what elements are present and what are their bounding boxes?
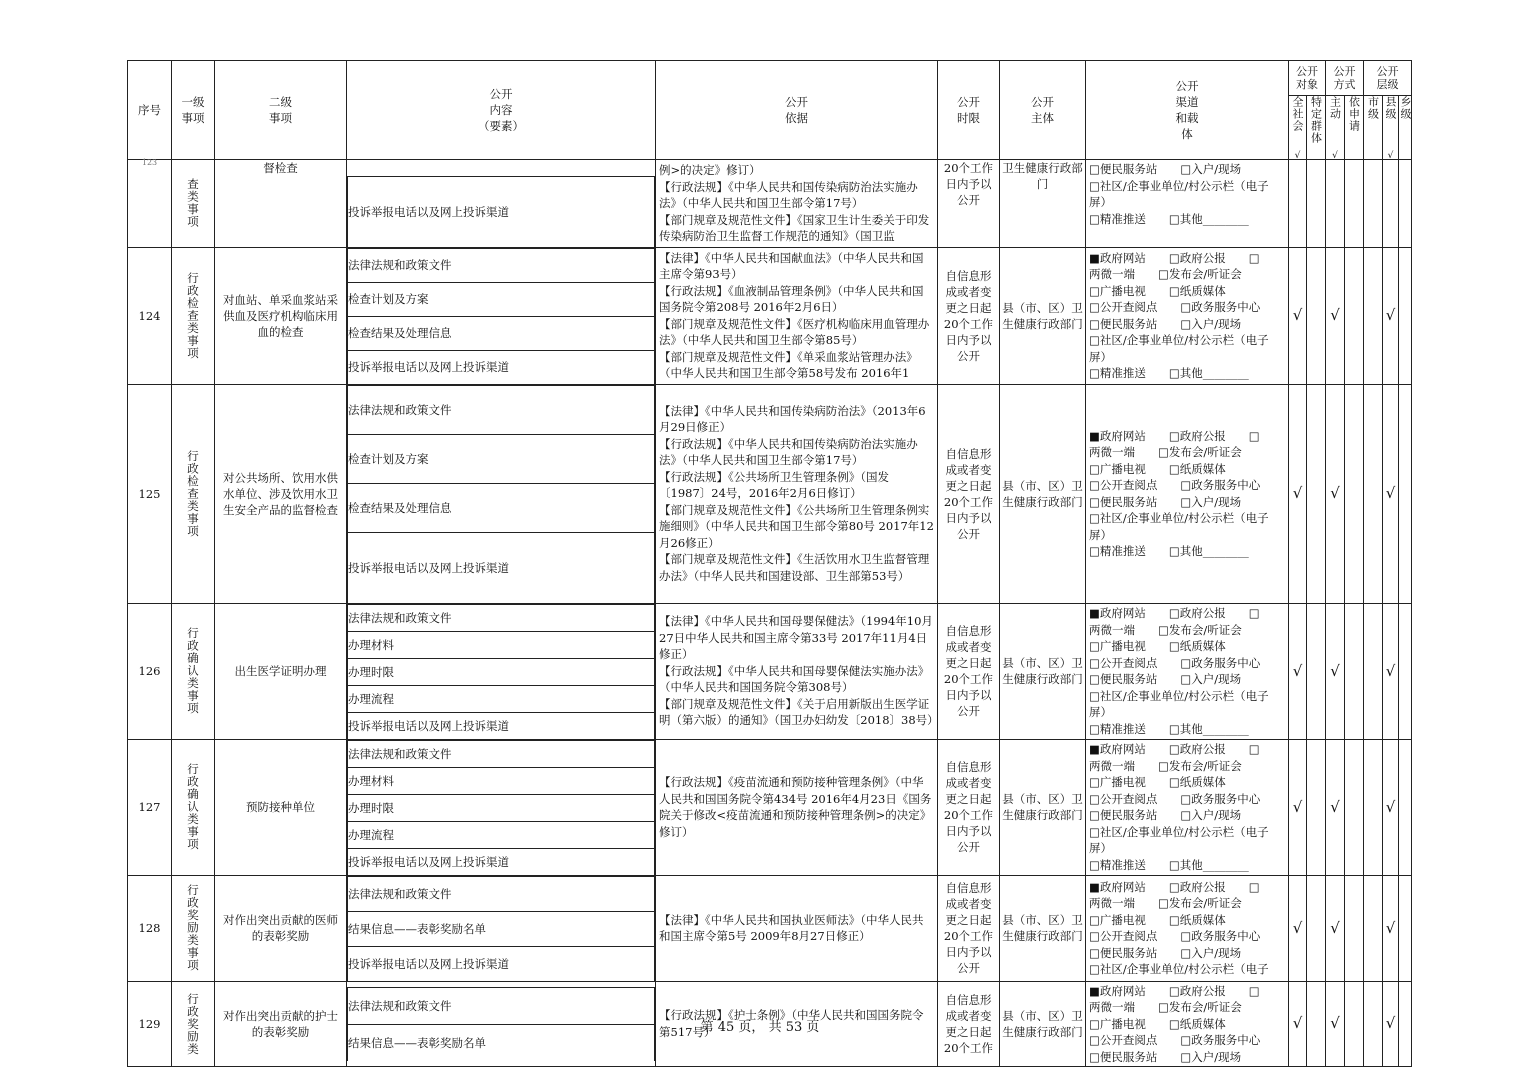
- check-cell: [1345, 247, 1364, 384]
- row-level1-text: 行政确认类事项: [186, 627, 200, 715]
- table-row: [128, 739, 1412, 875]
- list-item: [348, 631, 655, 658]
- row-level2: 督检查: [215, 160, 347, 248]
- row-subject: 县（市、区）卫生健康行政部门: [1000, 603, 1086, 739]
- row-channels: [1086, 384, 1289, 603]
- row-basis: 例>的决定》修订） 【行政法规】《中华人民共和国传染病防治法实施办法》（中华人民共和国卫生部令第17号） 【部门规章及规范性文件】《国家卫生计生委关于印发传染病防治卫生监督工作规范的通知》（国卫监: [656, 160, 938, 248]
- list-item: [348, 316, 655, 350]
- header-level1: [172, 61, 215, 160]
- channel-line: □社区/企事业单位/村公示栏（电子屏）: [1089, 333, 1269, 364]
- header-timelimit: [938, 61, 1000, 160]
- list-item: [348, 483, 655, 532]
- row-level1: [172, 875, 215, 981]
- check-cell: [1364, 875, 1383, 981]
- check-cell: [1364, 739, 1383, 875]
- check-mark-icon: √: [1330, 918, 1340, 937]
- row-level2: 预防接种单位: [215, 739, 347, 875]
- list-item: [348, 434, 655, 483]
- row-subject: 卫生健康行政部门: [1000, 160, 1086, 248]
- header-content: [347, 61, 656, 160]
- row-level1: [172, 247, 215, 384]
- row-content: [347, 247, 656, 384]
- channel-line: □精准推送 □其他________: [1089, 857, 1249, 872]
- header-level-county-text: 县级: [1384, 96, 1397, 120]
- check-cell: [1345, 160, 1364, 248]
- content-list: [347, 740, 655, 875]
- header-content-text: 公开内容: [489, 87, 513, 117]
- content-item: 投诉举报电话以及网上投诉渠道: [348, 712, 655, 739]
- list-item: [348, 604, 655, 631]
- header-subject: [1000, 61, 1086, 160]
- check-cell: [1364, 384, 1383, 603]
- header-level-town: [1399, 96, 1412, 160]
- channel-line: 两微一端 □发布会/听证会: [1089, 622, 1242, 637]
- check-cell: [1383, 603, 1399, 739]
- header-target-specific-text: 特定群体: [1309, 96, 1323, 144]
- check-mark-icon: √: [1385, 1014, 1396, 1033]
- channel-line: □社区/企事业单位/村公示栏（电子屏）: [1089, 824, 1269, 855]
- row-level1: [172, 603, 215, 739]
- row-level1-text: 行政检查类事项: [186, 449, 200, 538]
- row-seq: 127: [128, 739, 172, 875]
- channel-line: □便民服务站 □入户/现场: [1089, 945, 1242, 960]
- check-cell: [1289, 739, 1307, 875]
- channel-line: □公开查阅点 □政务服务中心: [1089, 1033, 1261, 1047]
- header-basis: [656, 61, 938, 160]
- check-mark-icon: √: [1292, 797, 1303, 816]
- check-cell: [1326, 739, 1345, 875]
- content-item: 检查结果及处理信息: [348, 316, 655, 350]
- row-seq: 128: [128, 875, 172, 981]
- content-list: [347, 248, 655, 384]
- check-cell: [1307, 603, 1326, 739]
- check-mark-icon: √: [1330, 306, 1340, 324]
- header-method-active: [1326, 96, 1345, 160]
- check-cell: [1345, 603, 1364, 739]
- header-level-city: [1364, 96, 1383, 160]
- check-cell: [1399, 739, 1412, 875]
- content-list: [347, 385, 655, 603]
- row-level2: 对作出突出贡献的护士的表彰奖励: [215, 981, 347, 1067]
- check-mark-icon: √: [1292, 306, 1303, 324]
- list-item: [348, 712, 655, 739]
- check-mark-icon: √: [1387, 151, 1394, 161]
- channel-line: □公开查阅点 □政务服务中心: [1089, 655, 1261, 670]
- content-item: 投诉举报电话以及网上投诉渠道: [348, 946, 655, 981]
- row-channels: [1086, 247, 1289, 384]
- channel-line: 两微一端 □发布会/听证会: [1089, 896, 1242, 910]
- table-row: [128, 160, 1412, 248]
- row-level2: 出生医学证明办理: [215, 603, 347, 739]
- content-item: 法律法规和政策文件: [348, 385, 655, 434]
- check-mark-icon: √: [1385, 661, 1396, 680]
- channel-line: □社区/企事业单位/村公示栏（电子屏）: [1089, 178, 1269, 209]
- content-list: [347, 176, 655, 247]
- header-timelimit-text: 公开时限: [957, 95, 980, 125]
- check-cell: [1383, 739, 1399, 875]
- check-cell: [1307, 160, 1326, 248]
- table-row: [128, 603, 1412, 739]
- row-seq: 126: [128, 603, 172, 739]
- header-content-sub: （要素）: [478, 119, 524, 133]
- content-item: 办理时限: [348, 794, 655, 821]
- row-content: [347, 875, 656, 981]
- channel-line: 两微一端 □发布会/听证会: [1089, 445, 1242, 459]
- check-cell: [1307, 875, 1326, 981]
- header-seq-text: 序号: [138, 103, 161, 117]
- row-timelimit: 自信息形成或者变更之日起20个工作日内予以公开: [938, 603, 1000, 739]
- row-seq: 123: [128, 160, 172, 248]
- content-item: 办理流程: [348, 821, 655, 848]
- content-item: 法律法规和政策文件: [348, 740, 655, 767]
- list-item: [348, 350, 655, 384]
- channel-line: ■政府网站 □政府公报 □: [1089, 742, 1260, 756]
- check-cell: [1289, 247, 1307, 384]
- check-mark-icon: √: [1292, 918, 1303, 937]
- channel-line: □社区/企事业单位/村公示栏（电子屏）: [1089, 688, 1269, 719]
- row-content: [347, 739, 656, 875]
- row-timelimit: 20个工作日内予以公开: [938, 160, 1000, 248]
- check-cell: [1399, 603, 1412, 739]
- row-subject: 县（市、区）卫生健康行政部门: [1000, 875, 1086, 981]
- channel-line: ■政府网站 □政府公报 □: [1089, 250, 1260, 265]
- content-item: 投诉举报电话以及网上投诉渠道: [348, 176, 655, 247]
- table-row: [128, 247, 1412, 384]
- channel-line: ■政府网站 □政府公报 □: [1089, 428, 1260, 443]
- content-item: 结果信息——表彰奖励名单: [348, 1024, 655, 1061]
- row-level2: 对公共场所、饮用水供水单位、涉及饮用水卫生安全产品的监督检查: [215, 384, 347, 603]
- row-content: [347, 603, 656, 739]
- content-item: 检查计划及方案: [348, 434, 655, 483]
- row-timelimit: 自信息形成或者变更之日起20个工作日内予以公开: [938, 875, 1000, 981]
- row-basis: 【行政法规】《疫苗流通和预防接种管理条例》（中华人民共和国国务院令第434号 2016年4月23日《国务院关于修改<疫苗流通和预防接种管理条例>的决定》修订）: [656, 739, 938, 875]
- check-cell: [1307, 247, 1326, 384]
- content-item: 法律法规和政策文件: [348, 876, 655, 911]
- disclosure-table: [127, 60, 1412, 1067]
- content-item: 投诉举报电话以及网上投诉渠道: [348, 350, 655, 384]
- page-footer: 第 45 页， 共 53 页: [700, 1020, 820, 1035]
- list-item: [348, 532, 655, 603]
- channel-line: □便民服务站 □入户/现场: [1089, 494, 1242, 509]
- row-basis: 【法律】《中华人民共和国母婴保健法》（1994年10月27日中华人民共和国主席令第33号 2017年11月4日修正） 【行政法规】《中华人民共和国母婴保健法实施办法》（中华人民共和国国务院令第308号） 【部门规章及规范性文件】《关于启用新版出生医学证明（第六版）的通知》（国卫办妇幼发〔2018〕38号）: [656, 603, 938, 739]
- content-item: 办理时限: [348, 658, 655, 685]
- header-target-all-text: 全社会: [1291, 96, 1304, 132]
- header-level-text: 公开层级: [1376, 65, 1399, 91]
- check-mark-icon: √: [1292, 484, 1303, 502]
- row-level1-text: 行政奖励类: [186, 992, 200, 1055]
- channel-line: □便民服务站 □入户/现场: [1089, 808, 1242, 822]
- row-level1-text: 查类事项: [186, 178, 200, 229]
- list-item: [348, 282, 655, 316]
- content-item: 投诉举报电话以及网上投诉渠道: [348, 848, 655, 875]
- channel-line: □便民服务站 □入户/现场: [1089, 316, 1242, 331]
- channel-line: ■政府网站 □政府公报 □: [1089, 879, 1260, 894]
- header-seq: [128, 61, 172, 160]
- row-seq: 129: [128, 981, 172, 1067]
- channel-line: □精准推送 □其他________: [1089, 721, 1249, 736]
- check-mark-icon: √: [1385, 797, 1396, 816]
- header-target: [1289, 61, 1326, 96]
- check-mark-icon: √: [1332, 151, 1338, 161]
- content-item: 法律法规和政策文件: [348, 987, 655, 1024]
- list-item: [348, 767, 655, 794]
- channel-line: □社区/企事业单位/村公示栏（电子屏）: [1089, 511, 1269, 542]
- content-item: 办理材料: [348, 767, 655, 794]
- check-cell: [1364, 603, 1383, 739]
- content-item: 办理材料: [348, 631, 655, 658]
- check-cell: [1399, 875, 1412, 981]
- check-mark-icon: √: [1330, 797, 1340, 816]
- row-level1: [172, 160, 215, 248]
- channel-line: □广播电视 □纸质媒体: [1089, 639, 1226, 653]
- header-method-apply: [1345, 96, 1364, 160]
- channel-line: □社区/企事业单位/村公示栏（电子: [1089, 962, 1269, 976]
- header-level-city-text: 市级: [1366, 96, 1380, 120]
- check-mark-icon: √: [1330, 484, 1340, 502]
- check-mark-icon: √: [1330, 1014, 1340, 1033]
- header-target-all: [1289, 96, 1307, 160]
- channel-line: □精准推送 □其他________: [1089, 211, 1249, 226]
- header-target-text: 公开对象: [1296, 65, 1318, 91]
- header-basis-text: 公开依据: [785, 95, 808, 125]
- row-content: [347, 384, 656, 603]
- row-subject: 县（市、区）卫生健康行政部门: [1000, 981, 1086, 1067]
- check-cell: [1345, 875, 1364, 981]
- channel-line: □广播电视 □纸质媒体: [1089, 1016, 1226, 1031]
- header-level-county: [1383, 96, 1399, 160]
- header-method-active-text: 主动: [1328, 96, 1342, 120]
- check-cell: [1399, 160, 1412, 248]
- content-item: 投诉举报电话以及网上投诉渠道: [348, 532, 655, 603]
- row-seq: 125: [128, 384, 172, 603]
- channel-line: 两微一端 □发布会/听证会: [1089, 1000, 1242, 1014]
- check-cell: [1345, 384, 1364, 603]
- channel-line: □精准推送 □其他________: [1089, 366, 1249, 380]
- table-row: [128, 875, 1412, 981]
- check-mark-icon: √: [1385, 306, 1396, 324]
- check-mark-icon: √: [1292, 1014, 1303, 1033]
- list-item: [348, 658, 655, 685]
- row-level1-text: 行政奖励类事项: [186, 884, 200, 972]
- row-basis: 【行政法规】《护士条例》（中华人民共和国国务院令第517号）: [656, 981, 938, 1067]
- check-cell: [1383, 875, 1399, 981]
- list-item: [348, 848, 655, 875]
- list-item: [348, 876, 655, 911]
- header-level2: [215, 61, 347, 160]
- row-content: [347, 160, 656, 248]
- check-cell: [1399, 384, 1412, 603]
- header-level: [1364, 61, 1412, 96]
- header-method-apply-text: 依申请: [1347, 96, 1361, 132]
- check-cell: [1383, 151, 1399, 248]
- row-level1: [172, 739, 215, 875]
- header-level-town-text: 乡级: [1399, 96, 1412, 120]
- check-cell: [1345, 739, 1364, 875]
- table-row: [128, 384, 1412, 603]
- check-cell: [1383, 247, 1399, 384]
- check-cell: [1307, 384, 1326, 603]
- check-cell: [1307, 739, 1326, 875]
- row-channels: [1086, 875, 1289, 981]
- list-item: [348, 794, 655, 821]
- row-level2: 对作出突出贡献的医师的表彰奖励: [215, 875, 347, 981]
- check-cell: [1383, 384, 1399, 603]
- content-item: 法律法规和政策文件: [348, 248, 655, 282]
- row-level1-text: 行政检查类事项: [186, 271, 200, 360]
- check-cell: [1364, 160, 1383, 248]
- channel-line: □广播电视 □纸质媒体: [1089, 283, 1226, 298]
- channel-line: 两微一端 □发布会/听证会: [1089, 267, 1242, 281]
- header-target-specific: [1307, 96, 1326, 160]
- row-subject: 县（市、区）卫生健康行政部门: [1000, 384, 1086, 603]
- check-cell: [1289, 151, 1307, 248]
- check-mark-icon: √: [1330, 661, 1340, 680]
- row-subject: 县（市、区）卫生健康行政部门: [1000, 247, 1086, 384]
- header-channel: [1086, 61, 1289, 160]
- list-item: [348, 385, 655, 434]
- channel-line: □公开查阅点 □政务服务中心: [1089, 300, 1261, 314]
- content-item: 法律法规和政策文件: [348, 604, 655, 631]
- channel-line: □便民服务站 □入户/现场: [1089, 162, 1242, 176]
- header-subject-text: 公开主体: [1031, 95, 1054, 125]
- row-timelimit: 自信息形成或者变更之日起20个工作日内予以公开: [938, 247, 1000, 384]
- row-timelimit: 自信息形成或者变更之日起20个工作: [938, 981, 1000, 1067]
- list-item: [348, 176, 655, 247]
- row-basis: 【法律】《中华人民共和国献血法》（中华人民共和国主席令第93号） 【行政法规】《血液制品管理条例》（中华人民共和国国务院令第208号 2016年2月6日） 【部门规章及规范性文件】《医疗机构临床用血管理办法》（中华人民共和国卫生部令第85号） 【部门规章及规范性文件】《单采血浆站管理办法》（中华人民共和国卫生部令第58号发布 2016年1: [656, 247, 938, 384]
- channel-line: 两微一端 □发布会/听证会: [1089, 758, 1242, 773]
- row-channels: [1086, 160, 1289, 248]
- row-level1: [172, 384, 215, 603]
- channel-line: □广播电视 □纸质媒体: [1089, 461, 1226, 476]
- list-item: [348, 685, 655, 712]
- check-cell: [1326, 875, 1345, 981]
- header-level1-text: 一级事项: [181, 95, 205, 125]
- list-item: [348, 821, 655, 848]
- content-item: 办理流程: [348, 685, 655, 712]
- channel-line: □广播电视 □纸质媒体: [1089, 775, 1226, 789]
- content-item: 检查计划及方案: [348, 282, 655, 316]
- channel-line: □便民服务站 □入户/现场: [1089, 1049, 1242, 1064]
- channel-line: □广播电视 □纸质媒体: [1089, 912, 1226, 927]
- list-item: [348, 946, 655, 981]
- row-timelimit: 自信息形成或者变更之日起20个工作日内予以公开: [938, 384, 1000, 603]
- channel-line: ■政府网站 □政府公报 □: [1089, 606, 1260, 620]
- row-level1-text: 行政确认类事项: [186, 763, 200, 851]
- check-cell: [1326, 603, 1345, 739]
- check-mark-icon: √: [1385, 918, 1396, 937]
- check-cell: [1289, 603, 1307, 739]
- check-cell: [1364, 247, 1383, 384]
- channel-line: □公开查阅点 □政务服务中心: [1089, 791, 1261, 806]
- check-cell: [1326, 151, 1345, 248]
- row-channels: [1086, 603, 1289, 739]
- list-item: [348, 740, 655, 767]
- content-item: 检查结果及处理信息: [348, 483, 655, 532]
- check-mark-icon: √: [1294, 151, 1301, 161]
- list-item: [348, 248, 655, 282]
- channel-line: □精准推送 □其他________: [1089, 544, 1249, 558]
- header-channel-text: 公开渠道和载体: [1175, 79, 1199, 141]
- check-cell: [1326, 247, 1345, 384]
- check-mark-icon: √: [1385, 484, 1396, 502]
- header-method-text: 公开方式: [1333, 65, 1356, 91]
- check-mark-icon: √: [1292, 661, 1303, 680]
- check-cell: [1289, 875, 1307, 981]
- list-item: [348, 911, 655, 946]
- check-cell: [1289, 384, 1307, 603]
- content-list: [347, 604, 655, 739]
- header-row-1: [128, 61, 1412, 96]
- content-list: [347, 876, 655, 981]
- row-basis: 【法律】《中华人民共和国传染病防治法》（2013年6月29日修正） 【行政法规】《中华人民共和国传染病防治法实施办法》（中华人民共和国卫生部令第17号） 【行政法规】《公共场所卫生管理条例》（国发〔1987〕24号，2016年2月6日修订） 【部门规章及规范性文件】《公共场所卫生管理条例实施细则》（中华人民共和国卫生部令第80号 2017年12月26修正） 【部门规章及规范性文件】《生活饮用水卫生监督管理办法》（中华人民共和国建设部、卫生部第53号）: [656, 384, 938, 603]
- check-cell: [1326, 384, 1345, 603]
- channel-line: □公开查阅点 □政务服务中心: [1089, 478, 1261, 492]
- header-method: [1326, 61, 1364, 96]
- check-cell: [1399, 247, 1412, 384]
- row-basis: 【法律】《中华人民共和国执业医师法》（中华人民共和国主席令第5号 2009年8月27日修正）: [656, 875, 938, 981]
- row-channels: [1086, 739, 1289, 875]
- header-level2-text: 二级事项: [269, 95, 292, 125]
- row-subject: 县（市、区）卫生健康行政部门: [1000, 739, 1086, 875]
- channel-line: □便民服务站 □入户/现场: [1089, 672, 1242, 686]
- content-item: 结果信息——表彰奖励名单: [348, 911, 655, 946]
- channel-line: □公开查阅点 □政务服务中心: [1089, 929, 1261, 943]
- row-seq: 124: [128, 247, 172, 384]
- channel-line: ■政府网站 □政府公报 □: [1089, 983, 1260, 998]
- row-timelimit: 自信息形成或者变更之日起20个工作日内予以公开: [938, 739, 1000, 875]
- row-level2: 对血站、单采血浆站采供血及医疗机构临床用血的检查: [215, 247, 347, 384]
